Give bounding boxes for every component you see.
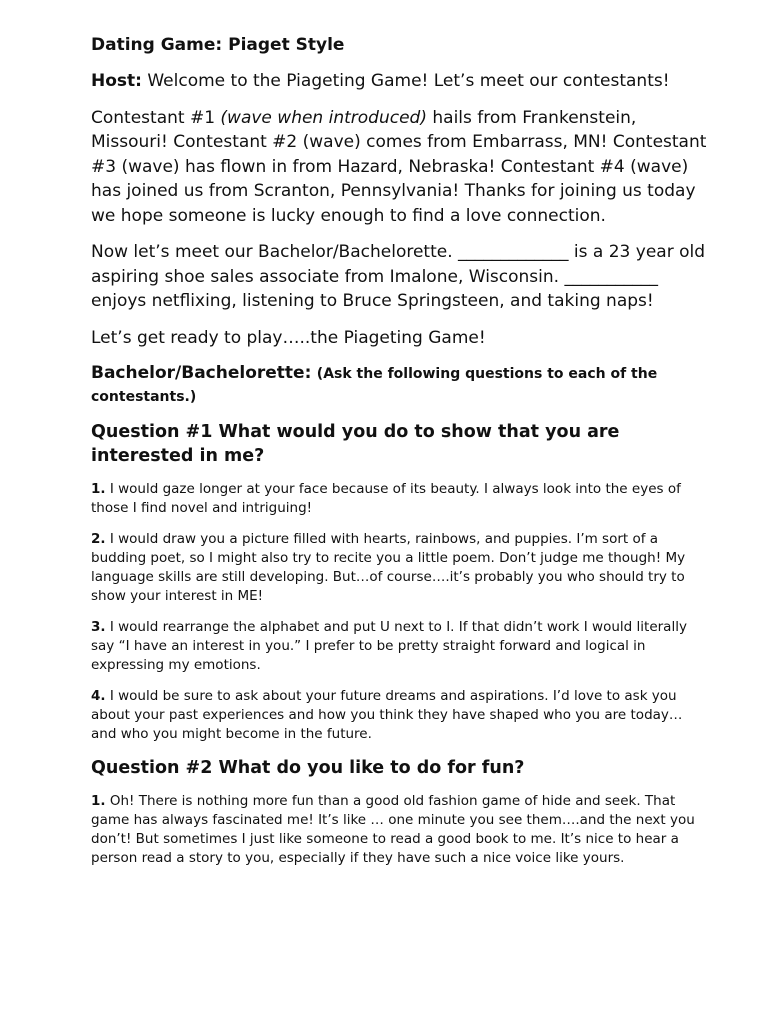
contestants-italic-note: (wave when introduced) xyxy=(220,107,427,128)
bachelor-intro-paragraph: Now let’s meet our Bachelor/Bachelorette. _____________ is a 23 year old aspiring shoe sales associate from Imalone, Wisconsin. ___________ enjoys netflixing, listening to Bruce Springsteen, and taking naps! xyxy=(91,242,706,311)
document-title: Dating Game: Piaget Style xyxy=(91,35,345,55)
host-paragraph xyxy=(91,69,711,94)
bachelor-instructions xyxy=(91,362,711,408)
question-1-heading: Question #1 What would you do to show that you are interested in me? xyxy=(91,422,620,466)
answer-number: 4. xyxy=(91,688,106,704)
q1-answer xyxy=(91,530,711,606)
q1-answer xyxy=(91,480,711,518)
answer-number: 1. xyxy=(91,481,106,497)
contestants-text-2: hails from Frankenstein, Missouri! Contestant #2 (wave) comes from Embarrass, MN! Contestant #3 (wave) has flown in from Hazard, Nebraska! Contestant #4 (wave) has joined us from Scranton, Pennsylvania! Thanks for joining us today we hope someone is lucky enough to find a love connection. xyxy=(91,107,707,226)
answer-number: 3. xyxy=(91,619,106,635)
answer-text: I would draw you a picture filled with hearts, rainbows, and puppies. I’m sort of a budding poet, so I might also try to recite you a little poem. Don’t judge me though! My language skills are still developing. But…of course….it’s probably you who should try to show your interest in ME! xyxy=(91,531,686,604)
ready-paragraph: Let’s get ready to play…..the Piageting Game! xyxy=(91,327,486,348)
question-2-heading: Question #2 What do you like to do for fun? xyxy=(91,758,525,778)
answer-number: 2. xyxy=(91,531,106,547)
bachelor-label: Bachelor/Bachelorette: xyxy=(91,363,312,383)
answer-text: I would rearrange the alphabet and put U next to I. If that didn’t work I would literally say “I have an interest in you.” I prefer to be pretty straight forward and logical in expressing my emotions. xyxy=(91,619,687,673)
host-text: Welcome to the Piageting Game! Let’s meet our contestants! xyxy=(147,71,670,91)
answer-text: I would be sure to ask about your future dreams and aspirations. I’d love to ask you about your past experiences and how you think they have shaped who you are today… and who you might become in the future. xyxy=(91,688,683,742)
answer-number: 1. xyxy=(91,793,106,809)
contestants-text-1: Contestant #1 xyxy=(91,107,221,128)
answer-text: Oh! There is nothing more fun than a good old fashion game of hide and seek. That game has always fascinated me! It’s like … one minute you see them….and the next you don’t! But sometimes I just like someone to read a good book to me. It’s nice to hear a person read a story to you, especially if they have such a nice voice like yours. xyxy=(91,793,695,866)
answer-text: I would gaze longer at your face because of its beauty. I always look into the eyes of those I find novel and intriguing! xyxy=(91,481,681,516)
bachelor-instructions-text: (Ask the following questions to each of the contestants.) xyxy=(91,366,658,405)
contestants-paragraph xyxy=(91,106,711,229)
q1-answer xyxy=(91,618,711,675)
document-page xyxy=(91,34,711,880)
q1-answer xyxy=(91,687,711,744)
q2-answer xyxy=(91,792,711,868)
host-label: Host: xyxy=(91,71,142,91)
